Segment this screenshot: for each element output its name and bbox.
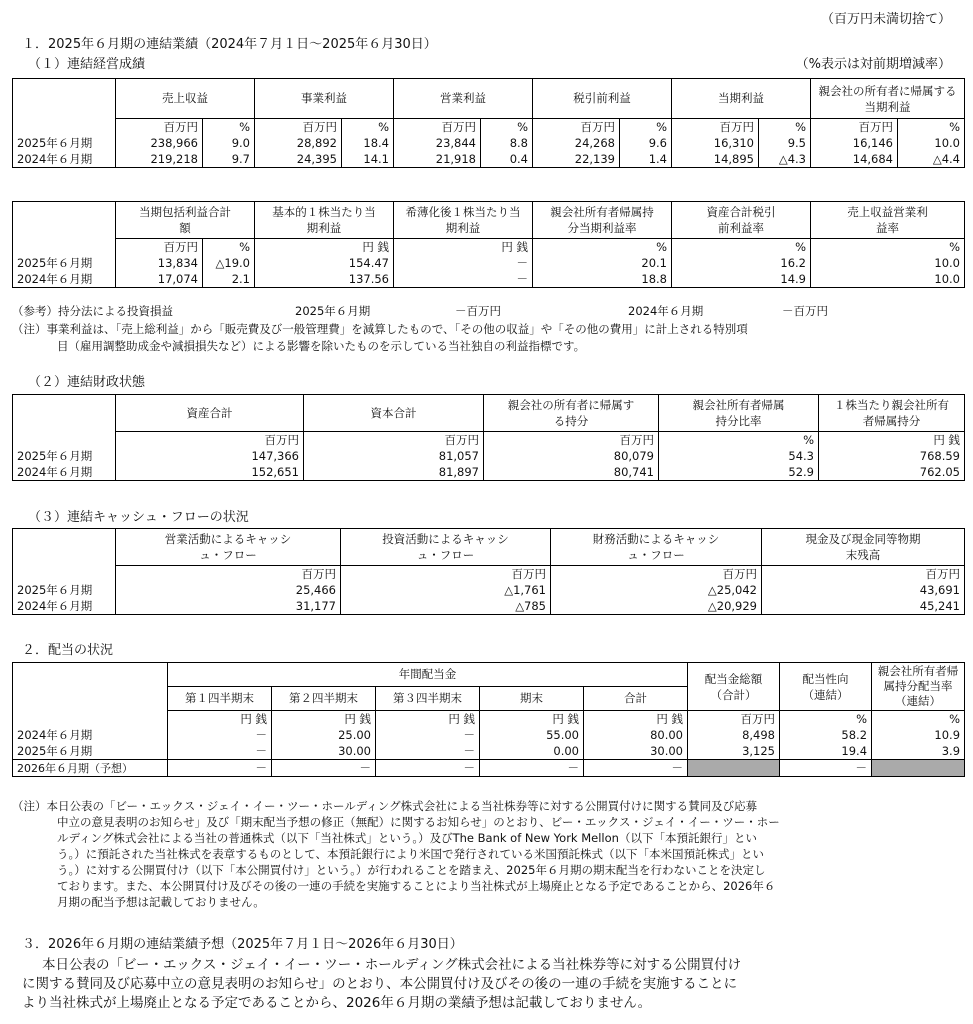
section-1-title: １．2025年６月期の連結業績（2024年７月１日～2025年６月30日）	[22, 37, 437, 52]
unit-cell: 百万円	[394, 119, 481, 136]
unit-note: （百万円未満切捨て）	[820, 12, 951, 27]
unit-cell: %	[481, 119, 533, 136]
note-2-line: （注）本日公表の「ビー・エックス・ジェイ・イー・ツー・ホールディング株式会社による当社株券等に対する公開買付けに関する賛同及び応募	[12, 799, 758, 813]
cell: 81,897	[304, 464, 484, 481]
col-header: １株当たり親会社所有者帰属持分	[819, 395, 965, 432]
cell: 80,079	[484, 448, 659, 464]
table-row	[13, 464, 965, 481]
unit-cell: %	[203, 119, 255, 136]
row-label: 2024年６月期	[13, 464, 116, 481]
operating-results-table-2	[12, 201, 965, 288]
dividend-table	[12, 662, 965, 777]
table-row	[13, 727, 965, 743]
table-corner	[13, 529, 116, 566]
table-corner	[13, 395, 116, 432]
note-2-line: ルディング株式会社による当社の普通株式（以下「当社株式」という。）及びThe Bank of New York Mellon（以下「本預託銀行」とい	[57, 831, 757, 845]
cell: －	[394, 255, 533, 271]
cell: －	[584, 760, 688, 777]
col-header: 希薄化後１株当たり当期利益	[394, 202, 533, 239]
unit-cell: 百万円	[688, 711, 780, 728]
cell: △1,761	[341, 582, 551, 598]
section-2-title: ２．配当の状況	[22, 643, 114, 658]
cell: △19.0	[203, 255, 255, 271]
cell: 2.1	[203, 271, 255, 288]
note-2-line: ております。また、本公開買付け及びその後の一連の手続を実施することにより当社株式が上場廃止となる予定であることから、2026年６	[57, 879, 776, 893]
cell: 154.47	[255, 255, 394, 271]
cell: 30.00	[584, 743, 688, 760]
sub-header: 期末	[480, 687, 584, 711]
unit-cell: 百万円	[762, 566, 965, 583]
ref-2024-label: 2024年６月期	[628, 304, 704, 318]
row-label: 2025年６月期	[13, 582, 116, 598]
cell: 80.00	[584, 727, 688, 743]
cell: 9.5	[759, 135, 811, 151]
sub-header: 第２四半期末	[272, 687, 376, 711]
col-header: 資産合計	[116, 395, 304, 432]
row-label: 2025年６月期	[13, 135, 116, 151]
cell: 23,844	[394, 135, 481, 151]
operating-results-table	[12, 78, 965, 168]
section-3-line: より当社株式が上場廃止となる予定であることから、2026年６月期の業績予想は記載しておりません。	[22, 995, 652, 1011]
unit-cell: 百万円	[533, 119, 620, 136]
unit-cell: %	[780, 711, 872, 728]
cell: 80,741	[484, 464, 659, 481]
cell: △785	[341, 598, 551, 615]
unit-cell: 百万円	[116, 432, 304, 449]
cell: △20,929	[551, 598, 762, 615]
section-3-title: ３．2026年６月期の連結業績予想（2025年７月１日～2026年６月30日）	[22, 937, 463, 952]
table-row	[13, 255, 965, 271]
unit-cell: 百万円	[551, 566, 762, 583]
unit-cell: 百万円	[304, 432, 484, 449]
unit-cell: 百万円	[116, 119, 203, 136]
unit-cell: 百万円	[116, 239, 203, 256]
cell: 8,498	[688, 727, 780, 743]
note-2-line: う。）に預託された当社株式を表章するものとして、本預託銀行により米国で発行されている米国預託株式（以下「本米国預託株式」とい	[57, 847, 765, 861]
section-1-1-title: （１）連結経営成績	[28, 57, 146, 72]
unit-cell: %	[659, 432, 819, 449]
col-header: 当期包括利益合計額	[116, 202, 255, 239]
col-header: 配当性向（連結）	[780, 663, 872, 711]
cell: 14,895	[672, 151, 759, 168]
unit-cell: %	[342, 119, 394, 136]
cell: 28,892	[255, 135, 342, 151]
unit-cell: %	[872, 711, 965, 728]
cell: －	[168, 727, 272, 743]
cell: －	[376, 743, 480, 760]
unit-cell: 円 銭	[584, 711, 688, 728]
cell: －	[272, 760, 376, 777]
unit-cell: %	[759, 119, 811, 136]
cell: 18.8	[533, 271, 672, 288]
cell: 25,466	[116, 582, 341, 598]
cell: 16,310	[672, 135, 759, 151]
cell: 10.0	[811, 255, 965, 271]
unit-cell: %	[620, 119, 672, 136]
cell: －	[168, 743, 272, 760]
cell: 52.9	[659, 464, 819, 481]
row-label: 2025年６月期	[13, 255, 116, 271]
cell: 30.00	[272, 743, 376, 760]
cell: －	[376, 760, 480, 777]
unit-cell: %	[203, 239, 255, 256]
unit-cell: %	[898, 119, 965, 136]
cell: 762.05	[819, 464, 965, 481]
row-label: 2026年６月期（予想）	[13, 760, 168, 777]
col-header: 財務活動によるキャッシュ・フロー	[551, 529, 762, 566]
col-header: 親会社の所有者に帰属する当期利益	[811, 79, 965, 119]
cell: 24,395	[255, 151, 342, 168]
cell: 17,074	[116, 271, 203, 288]
ref-label: （参考）持分法による投資損益	[12, 304, 173, 318]
cell: 768.59	[819, 448, 965, 464]
unit-cell: %	[811, 239, 965, 256]
cell: 219,218	[116, 151, 203, 168]
col-header: 配当金総額（合計）	[688, 663, 780, 711]
cell: －	[480, 760, 584, 777]
col-header: 資産合計税引前利益率	[672, 202, 811, 239]
cell: 19.4	[780, 743, 872, 760]
table-corner	[13, 79, 116, 119]
cell: 14,684	[811, 151, 898, 168]
unit-cell: 円 銭	[376, 711, 480, 728]
cell: 137.56	[255, 271, 394, 288]
cell: 24,268	[533, 135, 620, 151]
sub-header: 第３四半期末	[376, 687, 480, 711]
row-label: 2025年６月期	[13, 448, 116, 464]
col-header: 資本合計	[304, 395, 484, 432]
cell: △25,042	[551, 582, 762, 598]
cell: －	[376, 727, 480, 743]
col-header: 親会社所有者帰属持分配当率（連結）	[872, 663, 965, 711]
table-corner	[13, 663, 168, 711]
cell: 58.2	[780, 727, 872, 743]
cell: 31,177	[116, 598, 341, 615]
ref-2025-label: 2025年６月期	[295, 304, 371, 318]
table-row	[13, 743, 965, 760]
cell: －	[168, 760, 272, 777]
note-1-line-1: （注）事業利益は、「売上総利益」から「販売費及び一般管理費」を減算したもので、「その他の収益」や「その他の費用」に計上される特別項	[12, 322, 748, 336]
cell: 43,691	[762, 582, 965, 598]
unit-cell: 百万円	[672, 119, 759, 136]
section-3-line: に関する賛同及び応募中立の意見表明のお知らせ」のとおり、本公開買付け及びその後の一連の手続を実施することに	[22, 976, 738, 992]
cell: 18.4	[342, 135, 394, 151]
cell: △4.4	[898, 151, 965, 168]
cell: 16,146	[811, 135, 898, 151]
col-header: 投資活動によるキャッシュ・フロー	[341, 529, 551, 566]
cell: 54.3	[659, 448, 819, 464]
cell: 10.0	[811, 271, 965, 288]
note-1-line-2: 目（雇用調整助成金や減損損失など）による影響を除いたものを示している当社独自の利益指標です。	[57, 339, 586, 353]
sub-header: 第１四半期末	[168, 687, 272, 711]
cell: 16.2	[672, 255, 811, 271]
table-row	[13, 271, 965, 288]
row-label: 2024年６月期	[13, 271, 116, 288]
col-header: 親会社所有者帰属持分当期利益率	[533, 202, 672, 239]
row-label: 2024年６月期	[13, 151, 116, 168]
table-row	[13, 151, 965, 168]
col-header: 事業利益	[255, 79, 394, 119]
cell: 14.1	[342, 151, 394, 168]
cell: 9.0	[203, 135, 255, 151]
unit-cell: %	[533, 239, 672, 256]
cell: 152,651	[116, 464, 304, 481]
cell: 10.0	[898, 135, 965, 151]
col-header: 親会社所有者帰属持分比率	[659, 395, 819, 432]
col-header: 売上収益営業利益率	[811, 202, 965, 239]
unit-cell: 円 銭	[819, 432, 965, 449]
note-2-line: 中立の意見表明のお知らせ」及び「期末配当予想の修正（無配）に関するお知らせ」のとおり、ビー・エックス・ジェイ・イー・ツー・ホー	[57, 815, 780, 829]
unit-cell: 円 銭	[272, 711, 376, 728]
financial-position-table	[12, 394, 965, 481]
col-header: 税引前利益	[533, 79, 672, 119]
col-header: 基本的１株当たり当期利益	[255, 202, 394, 239]
table-row	[13, 582, 965, 598]
cell: 238,966	[116, 135, 203, 151]
cell: 9.7	[203, 151, 255, 168]
group-header: 年間配当金	[168, 663, 688, 687]
col-header: 営業利益	[394, 79, 533, 119]
col-header: 売上収益	[116, 79, 255, 119]
cell: 20.1	[533, 255, 672, 271]
cell: △4.3	[759, 151, 811, 168]
unit-cell: 百万円	[255, 119, 342, 136]
unit-cell: 百万円	[811, 119, 898, 136]
table-row	[13, 598, 965, 615]
row-label: 2024年６月期	[13, 727, 168, 743]
unit-cell: 円 銭	[480, 711, 584, 728]
section-1-1-note: （%表示は対前期増減率）	[795, 57, 951, 72]
cell: 81,057	[304, 448, 484, 464]
cell: 22,139	[533, 151, 620, 168]
table-row	[13, 135, 965, 151]
shaded-cell	[688, 760, 780, 777]
cell: 3.9	[872, 743, 965, 760]
cell: －	[394, 271, 533, 288]
note-2-line: う。）に対する公開買付け（以下「本公開買付け」という。）が行われることを踏まえ、2025年６月期の期末配当を行わないことを決定し	[57, 863, 766, 877]
table-corner	[13, 202, 116, 239]
cell: 45,241	[762, 598, 965, 615]
section-1-3-title: （３）連結キャッシュ・フローの状況	[28, 510, 249, 525]
unit-cell: 百万円	[484, 432, 659, 449]
unit-cell: 円 銭	[168, 711, 272, 728]
col-header: 当期利益	[672, 79, 811, 119]
section-3-line: 本日公表の「ビー・エックス・ジェイ・イー・ツー・ホールディング株式会社による当社株券等に対する公開買付け	[42, 957, 742, 973]
row-label: 2024年６月期	[13, 598, 116, 615]
sub-header: 合計	[584, 687, 688, 711]
cell: 147,366	[116, 448, 304, 464]
cash-flow-table	[12, 528, 965, 615]
col-header: 営業活動によるキャッシュ・フロー	[116, 529, 341, 566]
unit-cell: 百万円	[341, 566, 551, 583]
unit-cell: 円 銭	[255, 239, 394, 256]
ref-2024-value: －百万円	[782, 304, 828, 318]
unit-cell: 百万円	[116, 566, 341, 583]
cell: 55.00	[480, 727, 584, 743]
cell: 13,834	[116, 255, 203, 271]
unit-cell: 円 銭	[394, 239, 533, 256]
cell: 10.9	[872, 727, 965, 743]
table-row	[13, 760, 965, 777]
cell: 9.6	[620, 135, 672, 151]
section-1-2-title: （２）連結財政状態	[28, 375, 146, 390]
cell: 14.9	[672, 271, 811, 288]
cell: －	[780, 760, 872, 777]
row-label: 2025年６月期	[13, 743, 168, 760]
cell: 8.8	[481, 135, 533, 151]
cell: 0.00	[480, 743, 584, 760]
note-2-line: 月期の配当予想は記載しておりません。	[57, 895, 265, 909]
section-3-body	[22, 956, 741, 1013]
note-2	[12, 798, 780, 910]
col-header: 現金及び現金同等物期末残高	[762, 529, 965, 566]
cell: 1.4	[620, 151, 672, 168]
table-row	[13, 448, 965, 464]
cell: 3,125	[688, 743, 780, 760]
cell: 0.4	[481, 151, 533, 168]
cell: 21,918	[394, 151, 481, 168]
shaded-cell	[872, 760, 965, 777]
unit-cell: %	[672, 239, 811, 256]
ref-2025-value: －百万円	[455, 304, 501, 318]
col-header: 親会社の所有者に帰属する持分	[484, 395, 659, 432]
cell: 25.00	[272, 727, 376, 743]
